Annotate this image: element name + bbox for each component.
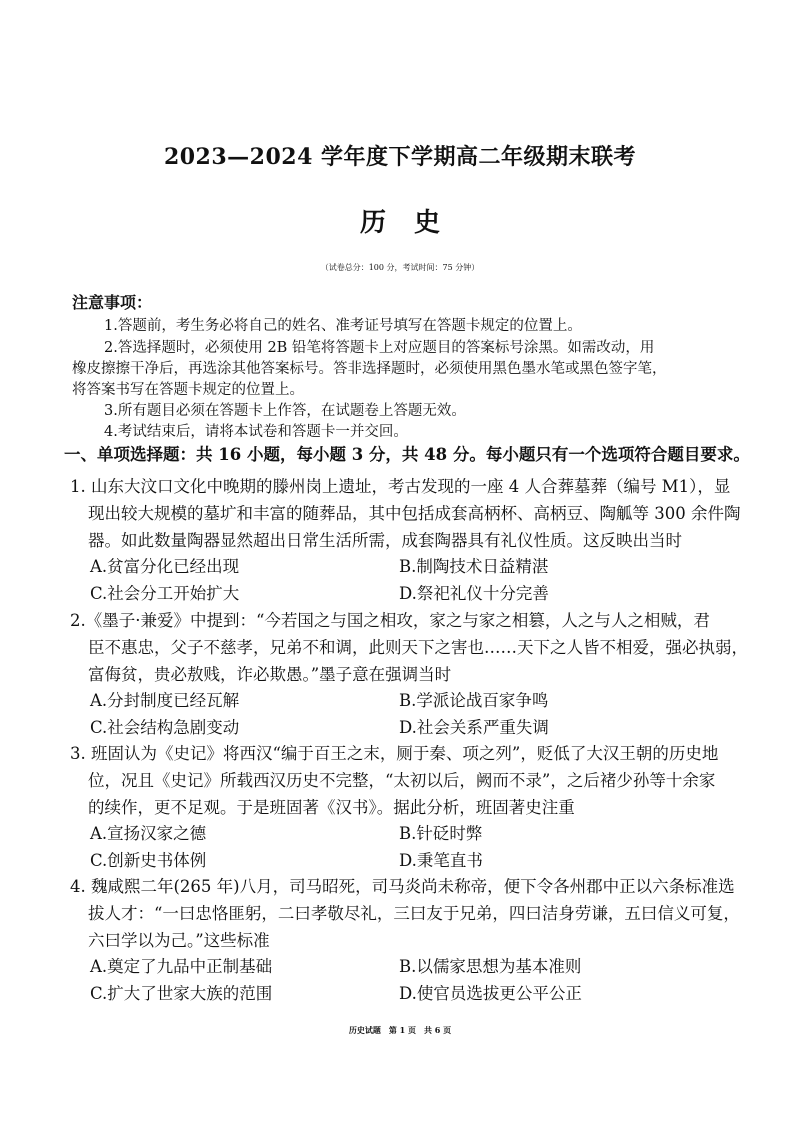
question-2-option-d: D.社会关系严重失调 (399, 718, 549, 737)
question-3-option-d: D.秉笔直书 (399, 851, 483, 870)
question-1-line: 器。如此数量陶器显然超出日常生活所需，成套陶器具有礼仪性质。这反映出当时 (88, 531, 682, 550)
question-4-option-a: A.奠定了九品中正制基础 (90, 957, 273, 976)
question-3-option-b: B.针砭时弊 (399, 824, 483, 843)
exam-title: 2023—2024 学年度下学期高二年级期末联考 (163, 144, 637, 170)
note-line: 3.所有题目必须在答题卡上作答，在试题卷上答题无效。 (104, 403, 466, 419)
question-3-line: 位，况且《史记》所载西汉历史不完整，“太初以后，阙而不录”，之后褚少孙等十余家 (88, 771, 716, 790)
question-4-line: 4. 魏咸熙二年(265 年)八月，司马昭死，司马炎尚未称帝，便下令各州郡中正以六条标准选 (70, 877, 735, 896)
question-2-line: 臣不惠忠，父子不慈孝，兄弟不和调，此则天下之害也……天下之人皆不相爱，强必执弱， (88, 638, 748, 657)
page-footer: 历史试题 第 1 页 共 6 页 (348, 1025, 452, 1035)
question-1-option-c: C.社会分工开始扩大 (90, 584, 240, 603)
question-1-option-b: B.制陶技术日益精湛 (399, 557, 549, 576)
note-line: 将答案书写在答题卡规定的位置上。 (72, 382, 304, 398)
question-2-option-b: B.学派论战百家争鸣 (399, 691, 549, 710)
question-2-line: 富侮贫，贵必敖贱，诈必欺愚。”墨子意在强调当时 (88, 665, 452, 684)
note-line: 2.答选择题时，必须使用 2B 铅笔将答题卡上对应题目的答案标号涂黑。如需改动，用 (104, 340, 655, 356)
question-2-option-c: C.社会结构急剧变动 (90, 718, 240, 737)
question-3-option-a: A.宣扬汉家之德 (90, 824, 207, 843)
subject-title: 历史 (359, 208, 468, 238)
question-1-line: 现出较大规模的墓圹和丰富的随葬品，其中包括成套高柄杯、高柄豆、陶觚等 300 余件陶 (88, 504, 741, 523)
question-1-option-a: A.贫富分化已经出现 (90, 557, 240, 576)
question-4-line: 六曰学以为己。”这些标准 (88, 931, 270, 950)
question-2-option-a: A.分封制度已经瓦解 (90, 691, 240, 710)
question-1-line: 1. 山东大汶口文化中晚期的滕州岗上遗址，考古发现的一座 4 人合葬墓葬（编号 M1），显 (70, 477, 731, 496)
question-3-option-c: C.创新史书体例 (90, 851, 207, 870)
question-1-option-d: D.祭祀礼仪十分完善 (399, 584, 549, 603)
question-4-option-b: B.以儒家思想为基本准则 (399, 957, 582, 976)
question-4-option-c: C.扩大了世家大族的范围 (90, 984, 273, 1003)
question-2-line: 2.《墨子·兼爱》中提到：“今若国之与国之相攻，家之与家之相篡，人之与人之相贼，君 (70, 611, 710, 630)
exam-info: （试卷总分：100 分，考试时间：75 分钟） (320, 263, 480, 272)
note-line: 4.考试结束后，请将本试卷和答题卡一并交回。 (104, 424, 408, 440)
question-3-line: 3. 班固认为《史记》将西汉“编于百王之末，厕于秦、项之列”，贬低了大汉王朝的历史地 (70, 744, 719, 763)
note-line: 1.答题前，考生务必将自己的姓名、准考证号填写在答题卡规定的位置上。 (104, 318, 582, 334)
section-heading: 一、单项选择题：共 16 小题，每小题 3 分，共 48 分。每小题只有一个选项符合题目要求。 (64, 445, 750, 464)
note-line: 橡皮擦擦干净后，再选涂其他答案标号。答非选择题时，必须使用黑色墨水笔或黑色签字笔， (72, 361, 667, 377)
question-4-line: 拔人才：“一曰忠恪匪躬，二曰孝敬尽礼，三曰友于兄弟，四曰洁身劳谦，五曰信义可复， (88, 904, 740, 923)
question-3-line: 的续作，更不足观。于是班固著《汉书》。据此分析，班固著史注重 (88, 798, 575, 817)
notes-heading: 注意事项： (72, 293, 153, 312)
question-4-option-d: D.使官员选拔更公平公正 (399, 984, 582, 1003)
